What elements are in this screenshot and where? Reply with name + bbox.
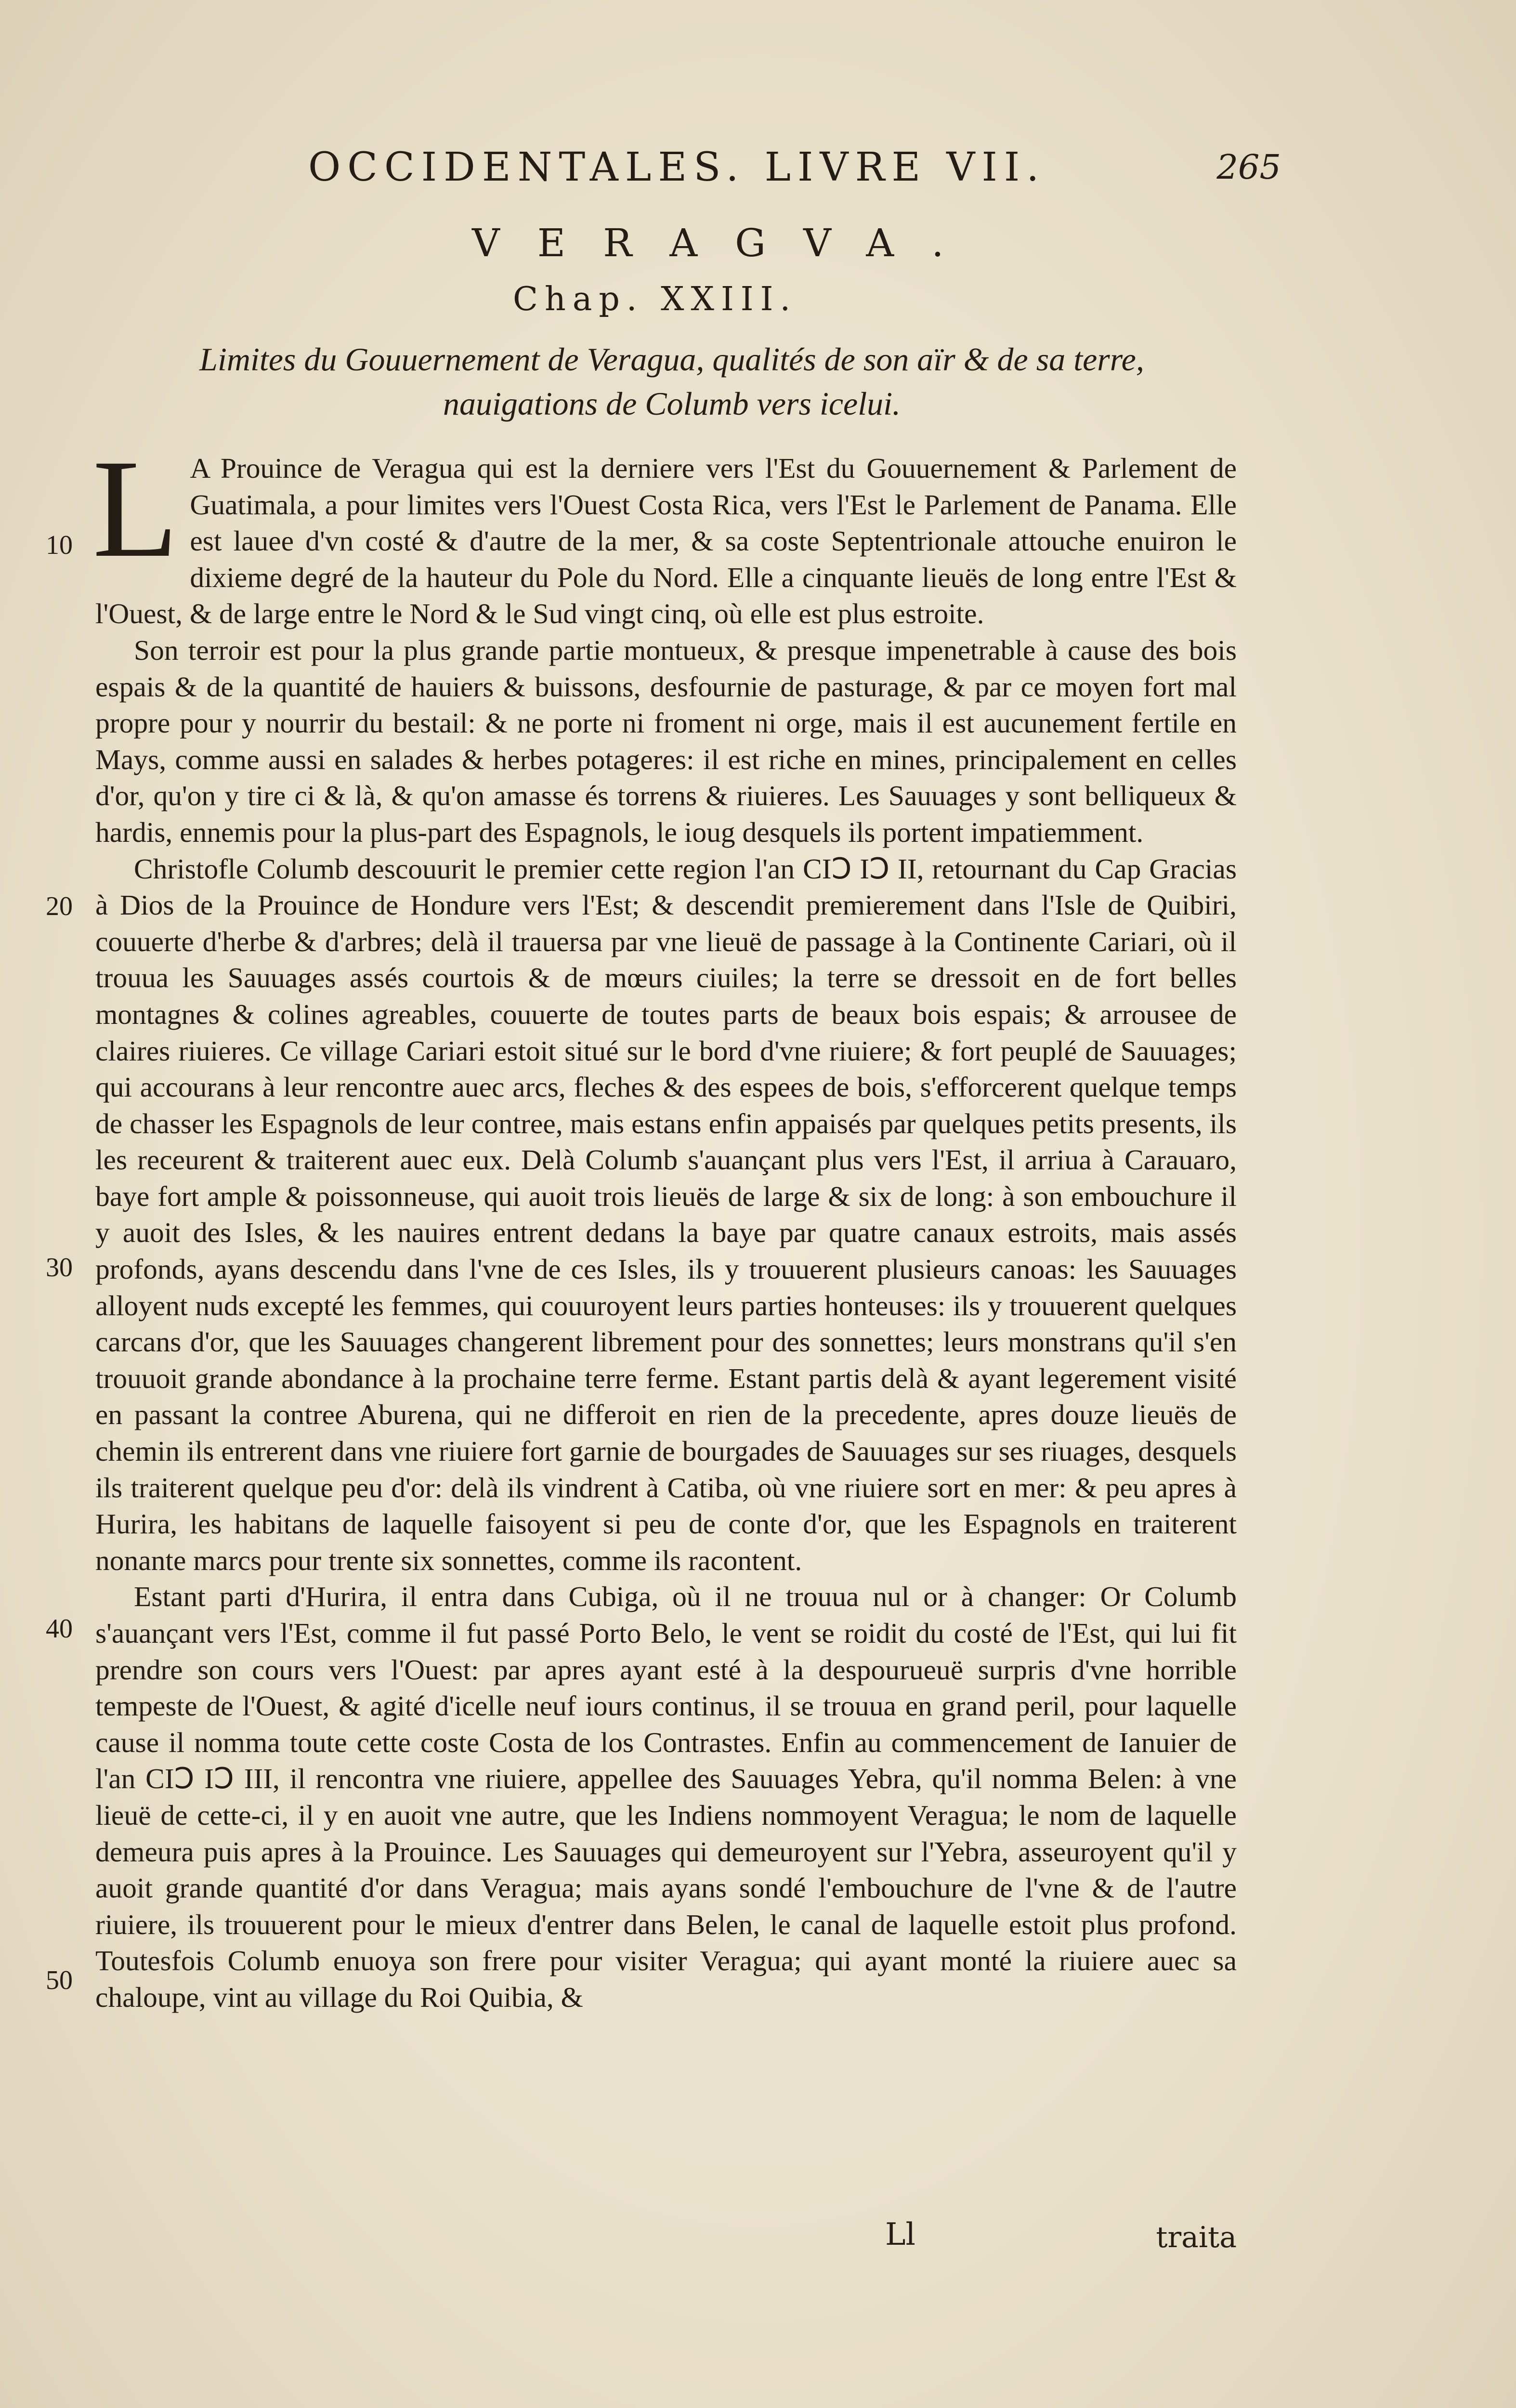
page-header (308, 144, 1281, 202)
margin-line-number: 40 (46, 1614, 73, 1644)
paragraph-1 (92, 431, 1237, 632)
paragraph-4: Estant parti d'Hurira, il entra dans Cubiga, où il ne trouua nul or à changer: Or Columb s'auançant vers l'Est, comme il fut passé Porto Belo, le vent se roidit du costé de l'Est, qui lui fit prendre son cours vers l'Ouest: par apres ayant esté à la despourueuë surpris d'vne horrible tempeste de l'Ouest, & agité d'icelle neuf iours continus, il se trouua en grand peril, pour laquelle cause il nomma toute cette coste Costa de los Contrastes. Enfin au commencement de Ianuier de l'an CIↃ IↃ III, il rencontra vne riuiere, appellee des Sauuages Yebra, qu'il nomma Belen: à vne lieuë de cette-ci, il y en auoit vne autre, que les Indiens nommoyent Veragua; le nom de laquelle demeura puis apres à la Prouince. Les Sauuages qui demeuroyent sur l'Yebra, asseuroyent qu'il y auoit grande quantité d'or dans Veragua; mais ayans sondé l'embouchure de l'vne & de l'autre riuiere, ils trouuerent pour le mieux d'entrer dans Belen, le canal de laquelle estoit plus profond. Toutesfois Columb enuoya son frere pour visiter Veragua; qui ayant monté la riuiere auec sa chaloupe, vint au village du Roi Quibia, & (95, 1581, 1237, 2013)
paragraph-2: Son terroir est pour la plus grande partie montueux, & presque impenetrable à cause des bois espais & de la quantité de hauiers & buissons, desfournie de pasturage, & par ce moyen fort mal propre pour y nourrir du bestail: & ne porte ni froment ni orge, mais il est aucunement fertile en Mays, comme aussi en salades & herbes potageres: il est riche en mines, principalement en celles d'or, qu'on y tire ci & là, & qu'on amasse és torrens & riuieres. Les Sauuages y sont belliqueux & hardis, ennemis pour la plus-part des Espagnols, le ioug desquels ils portent impatiemment. (95, 634, 1237, 848)
paragraph-1-text: A Prouince de Veragua qui est la derniere vers l'Est du Gouuernement & Parlement de Guatimala, a pour limites vers l'Ouest Costa Rica, vers l'Est le Parlement de Panama. Elle est lauee d'vn costé & d'autre de la mer, & sa coste Septentrionale attouche enuiron le dixieme degré de la hauteur du Pole du Nord. Elle a cinquante lieuës de long entre l'Est & l'Ouest, & de large entre le Nord & le Sud vingt cinq, où elle est plus estroite. (95, 452, 1237, 630)
running-title: OCCIDENTALES. LIVRE VII. (308, 144, 1046, 190)
paragraph-3: Christofle Columb descouurit le premier cette region l'an CIↃ IↃ II, retournant du Cap Gracias à Dios de la Prouince de Hondure vers l'Est; & descendit premierement dans l'Isle de Quibiri, couuerte d'herbe & d'arbres; delà il trauersa par vne lieuë de passage à la Continente Cariari, où il trouua les Sauuages assés courtois & de mœurs ciuiles; la terre se dressoit en de fort belles montagnes & colines agreables, couuerte de toutes parts de beaux bois espais; & arrousee de claires riuieres. Ce village Cariari estoit situé sur le bord d'vne riuiere; & fort peuplé de Sauuages; qui accourans à leur rencontre auec arcs, fleches & des espees de bois, s'efforcerent quelque temps de chasser les Espagnols de leur contree, mais estans enfin appaisés par quelques petits presents, ils les receurent & traiterent auec eux. Delà Columb s'auançant plus vers l'Est, il arriua à Carauaro, baye fort ample & poissonneuse, qui auoit trois lieuës de large & six de long: à son embouchure il y auoit des Isles, & les nauires entrent dedans la baye par quatre canaux estroits, mais assés profonds, ayans descendu dans l'vne de ces Isles, ils y trouuerent plusieurs canoas: les Sauuages alloyent nuds excepté les femmes, qui couuroyent leurs parties honteuses: ils y trouuerent quelques carcans d'or, que les Sauuages changerent librement pour des sonnettes; leurs monstrans qu'il s'en trouuoit grande abondance à la prochaine terre ferme. Estant partis delà & ayant legerement visité en passant la contree Aburena, qui ne differoit en rien de la precedente, apres douze lieuës de chemin ils entrerent dans vne riuiere fort garnie de bourgades de Sauuages sur ses riuages, desquels ils traiterent quelque peu d'or: delà ils vindrent à Catiba, où vne riuiere sort en mer: & peu apres à Hurira, les habitans de laquelle faisoyent si peu de conte d'or, que les Espagnols en traiterent nonante marcs pour trente six sonnettes, comme ils racontent. (95, 852, 1237, 1576)
catchword: traita (1156, 2221, 1237, 2254)
margin-line-number: 30 (46, 1253, 73, 1283)
page-number: 265 (1216, 147, 1281, 187)
section-title: VERAGVA. (472, 221, 981, 265)
body-text (92, 431, 1237, 2016)
signature-mark: Ll (885, 2217, 915, 2252)
chapter-title: Chap. XXIII. (513, 280, 797, 318)
chapter-summary: Limites du Gouuernement de Veragua, qualités de son aïr & de sa terre, nauigations de Columb vers icelui. (199, 341, 1144, 422)
page-footer (95, 2217, 1237, 2255)
margin-line-number: 50 (46, 1965, 73, 1995)
margin-line-number: 20 (46, 891, 73, 921)
margin-line-number: 10 (46, 530, 73, 560)
dropcap: L (92, 431, 179, 587)
